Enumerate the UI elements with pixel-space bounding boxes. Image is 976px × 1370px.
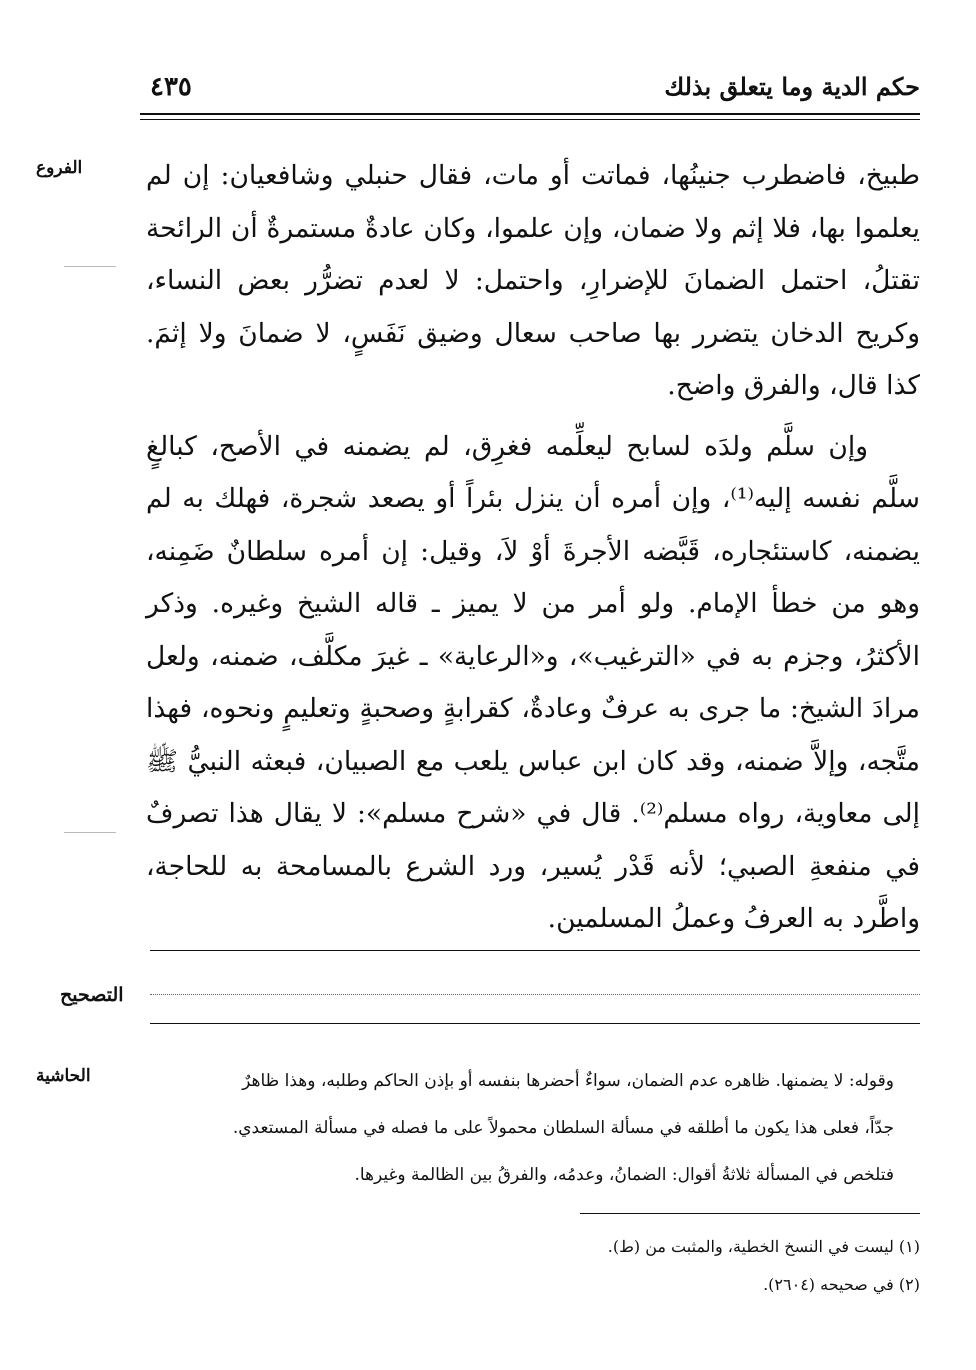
hashiya-line: جدّاً، فعلى هذا يكون ما أطلقه في مسألة السلطان محمولاً على ما فصله في مسألة المستعدي.: [232, 1118, 894, 1138]
hashiya-line: فتلخص في المسألة ثلاثةُ أقوال: الضمانُ، وعدمُه، والفرقُ بين الظالمة وغيرها.: [354, 1165, 894, 1185]
main-text: [146, 150, 920, 946]
running-header-title: حكم الدية وما يتعلق بذلك: [664, 72, 920, 101]
hashiya-text: [150, 1058, 894, 1199]
header-rule-thick: [140, 113, 920, 115]
hashiya-line: وقوله: لا يضمنها. ظاهره عدم الضمان، سواءٌ أحضرها بنفسه أو بإذن الحاكم وطلبه، وهذا ظاهرٌ: [242, 1071, 894, 1091]
footnote-rule: [580, 1213, 920, 1214]
tashih-rule-bottom: [150, 1023, 920, 1024]
main-paragraph-1: طبيخ، فاضطرب جنينُها، فماتت أو مات، فقال حنبلي وشافعيان: إن لم يعلموا بها، فلا إثم ولا ضمان، وإن علموا، وكان عادةٌ مستمرةٌ أن الرائحة تقتلُ، احتمل الضمانَ للإضرارِ، واحتمل: لا لعدم تضرُّر بعض النساء، وكريح الدخان يتضرر بها صاحب سعال وضيق نَفَسٍ، لا ضمانَ ولا إثمَ. كذا قال، والفرق واضح.: [146, 160, 920, 401]
margin-label-furu: الفروع: [36, 158, 83, 178]
margin-mark: [64, 266, 116, 267]
main-paragraph-2: وإن سلَّم ولدَه لسابح ليعلِّمه فغرِق، لم يضمنه في الأصح، كبالغٍ سلَّم نفسه إليه⁽¹⁾، وإن أمره أن ينزل بئراً أو يصعد شجرة، فهلك به لم يضمنه، كاستئجاره، قَبَّضه الأجرةَ أوْ لاَ، وقيل: إن أمره سلطانٌ ضَمِنه، وهو من خطأ الإمام. ولو أمر من لا يميز ـ قاله الشيخ وغيره. وذكر الأكثرُ، وجزم به في «الترغيب»، و«الرعاية» ـ غيرَ مكلَّف، ضمنه، ولعل مرادَ الشيخ: ما جرى به عرفٌ وعادةٌ، كقرابةٍ وصحبةٍ وتعليمٍ ونحوه، فهذا متَّجه، وإلاَّ ضمنه، وقد كان ابن عباس يلعب مع الصبيان، فبعثه النبيُّ ﷺ إلى معاوية، رواه مسلم⁽²⁾. قال في «شرح مسلم»: لا يقال هذا تصرفٌ في منفعةِ الصبي؛ لأنه قَدْر يُسير، ورد الشرع بالمسامحة به للحاجة، واطَّرد به العرفُ وعملُ المسلمين.: [146, 430, 920, 934]
footnote-2: (٢) في صحيحه (٢٦٠٤).: [763, 1275, 920, 1294]
page-number: ٤٣٥: [150, 72, 192, 102]
footnotes: [150, 1228, 920, 1304]
tashih-dotted-line: [150, 994, 920, 995]
footnote-1: (١) ليست في النسخ الخطية، والمثبت من (ط).: [607, 1237, 920, 1256]
margin-label-tashih: التصحيح: [60, 984, 124, 1006]
tashih-rule-top: [150, 950, 920, 951]
margin-label-hashiya: الحاشية: [36, 1066, 91, 1086]
margin-mark: [64, 832, 116, 833]
header-rule-thin: [140, 119, 920, 120]
